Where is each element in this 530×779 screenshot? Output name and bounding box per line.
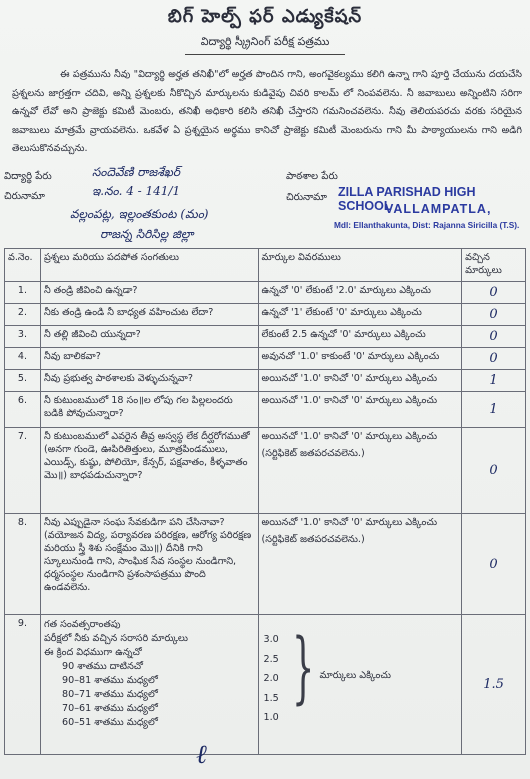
row-question: నీవు ప్రభుత్వ పాఠశాలకు వెళ్ళుచున్నవా? <box>40 370 258 392</box>
row-marks-detail <box>258 428 462 514</box>
table-row <box>5 304 526 326</box>
row-score[interactable]: 1 <box>462 392 526 428</box>
row-number: 4. <box>5 348 41 370</box>
brace-glyph: } <box>291 623 314 713</box>
row-number: 1. <box>5 282 41 304</box>
scale-value: 2.0 <box>263 673 279 684</box>
school-address-label: చిరునామా <box>286 192 327 203</box>
table-row <box>5 615 526 755</box>
certificate-note: (సర్టిఫికెట్ జతపరచవలెను.) <box>261 534 365 545</box>
address-line-2: వల్లంపట్ల, ఇల్లంతకుంట (మం) <box>70 207 209 221</box>
address-line-1: ఇ.నం. 4 - 141/1 <box>92 184 181 198</box>
row-score[interactable]: 0 <box>462 282 526 304</box>
row-marks-detail: అయినచో '1.0' కానిచో '0' మార్కులు ఎక్కించు <box>258 370 462 392</box>
row-question <box>40 615 258 755</box>
question-line: 60–51 శాతము మధ్యలో <box>61 717 158 728</box>
scale-value: 2.5 <box>263 653 279 665</box>
question-line: గత సంవత్సరాంతపు <box>43 619 121 630</box>
row-question: నీవు ఎప్పుడైనా సంఘ సేవకుడిగా పని చేసినావా? (వయోజన విద్య, పర్యావరణ పరిరక్షణ, ఆరోగ్య పరిరక్షణ మరియు స్త్రీ శిశు సంక్షేమం మొ॥) దీనికి గాని స్కూలునుండి గాని, సాంఘిక సేవ సంస్థల నుండిగాని, ధర్మసంస్థల నుండిగాని ప్రశంసాపత్రము పొంది ఉండవలెను. <box>40 514 258 615</box>
header-serial: వ.నెం. <box>5 249 41 282</box>
table-row <box>5 326 526 348</box>
student-name-value: సందెవేణి రాజశేఖర్ <box>92 165 181 179</box>
row-marks-detail: అవునచో '1.0' కాకుంటే '0' మార్కులు ఎక్కించు <box>258 348 462 370</box>
certificate-note: (సర్టిఫికెట్ జతపరచవలెను.) <box>261 448 365 459</box>
row-question: నీ తల్లి జీవించి యున్నదా? <box>40 326 258 348</box>
row-question: నీకు తండ్రి ఉండి నీ బాధ్యత వహించుట లేదా? <box>40 304 258 326</box>
row-score[interactable]: 0 <box>462 428 526 514</box>
marks-text: మార్కులు ఎక్కించు <box>319 670 391 681</box>
row-marks-detail: ఉన్నచో '1' లేకుంటే '0' మార్కులు ఎక్కించు <box>258 304 462 326</box>
scale-value: 3.0 <box>263 634 279 645</box>
row-number: 8. <box>5 514 41 615</box>
question-line: 80–71 శాతము మధ్యలో <box>61 689 158 700</box>
row-marks-detail: లేకుంటే 2.5 ఉన్నచో '0' మార్కులు ఎక్కించు <box>258 326 462 348</box>
marks-detail-text: అయినచో '1.0' కానిచో '0' మార్కులు ఎక్కించు <box>261 431 438 442</box>
row-question: నీ కుటుంబములో ఎవరైన తీవ్ర అస్వస్థ లేక దీర్ఘరోగముతో (అనగా గుండె, ఊపిరితిత్తులు, మూత్రపిండములు, ఎయిడ్స్, కుష్ఠు, పోలియో, కేన్సర్, పక్షవాతం, కీళ్ళవాతం మొ॥) బాధపడుచున్నారా? <box>40 428 258 514</box>
table-row <box>5 392 526 428</box>
row-number: 2. <box>5 304 41 326</box>
row-marks-detail <box>258 514 462 615</box>
table-header-row <box>5 249 526 282</box>
school-stamp-line-2: VALLAMPATLA, <box>385 202 492 216</box>
scale-values <box>264 630 279 728</box>
screening-table <box>4 248 526 755</box>
row-number: 6. <box>5 392 41 428</box>
row-marks-detail: అయినచో '1.0' కానిచో '0' మార్కులు ఎక్కించు <box>258 392 462 428</box>
row-number: 9. <box>5 615 41 755</box>
question-line: 90 శాతము దాటినచో <box>61 661 144 672</box>
row-score[interactable]: 0 <box>462 348 526 370</box>
row-question: నీ కుటుంబములో 18 సం॥ల లోపు గల పిల్లలందరు బడికి పోవుచున్నారా? <box>40 392 258 428</box>
row-score[interactable]: 0 <box>462 514 526 615</box>
header-marks-detail: మార్కుల వివరములు <box>258 249 462 282</box>
school-stamp-line-1: ZILLA PARISHAD HIGH SCHOOL <box>338 185 476 213</box>
header-score: వచ్చిన మార్కులు <box>462 249 526 282</box>
row-number: 3. <box>5 326 41 348</box>
question-line: 70–61 శాతము మధ్యలో <box>61 703 158 714</box>
table-row <box>5 514 526 615</box>
school-name-label: పాఠశాల పేరు <box>286 171 338 182</box>
row-score[interactable]: 0 <box>462 326 526 348</box>
instructions-paragraph: ఈ పత్రమును నీవు "విద్యార్థి అర్హత తనిఖీ"లో అర్హత పొందిన గాని, అంగవైకల్యము కలిగి ఉన్నా గాని పూర్తి చేయును దయచేసి ప్రశ్నలను జాగ్రత్తగా చదివి, అన్ని ప్రశ్నలకు నీకొచ్చిన మార్కులను కుడివైపు చివరి కాలమ్ లో నింపవలెను. నీ జవాబులు అన్నింటిని సరిగా ఉన్నవో లేవో అని ప్రాజెక్టు కమిటీ మెంబరు, తనిఖీ అధికారి కలిసి తనిఖీ చేస్తారని గమనించవలెను. నీవు తెలియపరచు వరకు సరియైన జవాబులు మాత్రమే వ్రాయవలెను. ఒకవేళ ఏ ప్రశ్నయైన అర్థము కానిచో ప్రాజెక్టు కమిటీ మెంబరును గాని మీ పాఠ్యాయులను గాని అడిగి తెలుసుకొనవచ్చును. <box>12 69 522 154</box>
row-marks-detail: ఉన్నచో '0' లేకుంటే '2.0' మార్కులు ఎక్కించు <box>258 282 462 304</box>
document-title: బిగ్ హెల్ప్ ఫర్ ఎడ్యుకేషన్ <box>167 6 363 27</box>
row-score[interactable]: 0 <box>462 304 526 326</box>
row-question: నీ తండ్రి జీవించి ఉన్నడా? <box>40 282 258 304</box>
marks-scale <box>262 618 459 730</box>
signature: ℓ <box>196 740 207 770</box>
row-marks-detail <box>258 615 462 755</box>
address-line-3: రాజన్న సిరిసిల్ల జిల్లా <box>100 227 194 241</box>
row-question: నీవు బాలికవా? <box>40 348 258 370</box>
marks-detail-text: అయినచో '1.0' కానిచో '0' మార్కులు ఎక్కించు <box>261 517 438 528</box>
school-stamp-line-3: Mdl: Ellanthakunta, Dist: Rajanna Siricilla (T.S). <box>334 220 520 230</box>
table-row <box>5 348 526 370</box>
question-line: 90–81 శాతము మధ్యలో <box>61 675 158 686</box>
row-score[interactable]: 1 <box>462 370 526 392</box>
subtitle-underline <box>185 54 345 55</box>
question-line: ఈ క్రింద విధముగా ఉన్నచో <box>43 647 142 658</box>
student-name-label: విద్యార్థి పేరు <box>4 171 52 182</box>
question-line: పరీక్షలో నీకు వచ్చిన సరాసరి మార్కులు <box>43 633 188 644</box>
row-number: 7. <box>5 428 41 514</box>
document-subtitle: విద్యార్థి స్క్రీనింగ్ పరీక్ష పత్రము <box>200 35 330 48</box>
header-question: ప్రశ్నలు మరియు పదపోత సంగతులు <box>40 249 258 282</box>
table-row <box>5 370 526 392</box>
table-row <box>5 282 526 304</box>
scale-value: 1.0 <box>263 712 279 723</box>
row-score[interactable]: 1.5 <box>462 615 526 755</box>
address-label: చిరునామా <box>4 191 45 202</box>
table-row <box>5 428 526 514</box>
row-number: 5. <box>5 370 41 392</box>
scale-value: 1.5 <box>263 692 279 704</box>
